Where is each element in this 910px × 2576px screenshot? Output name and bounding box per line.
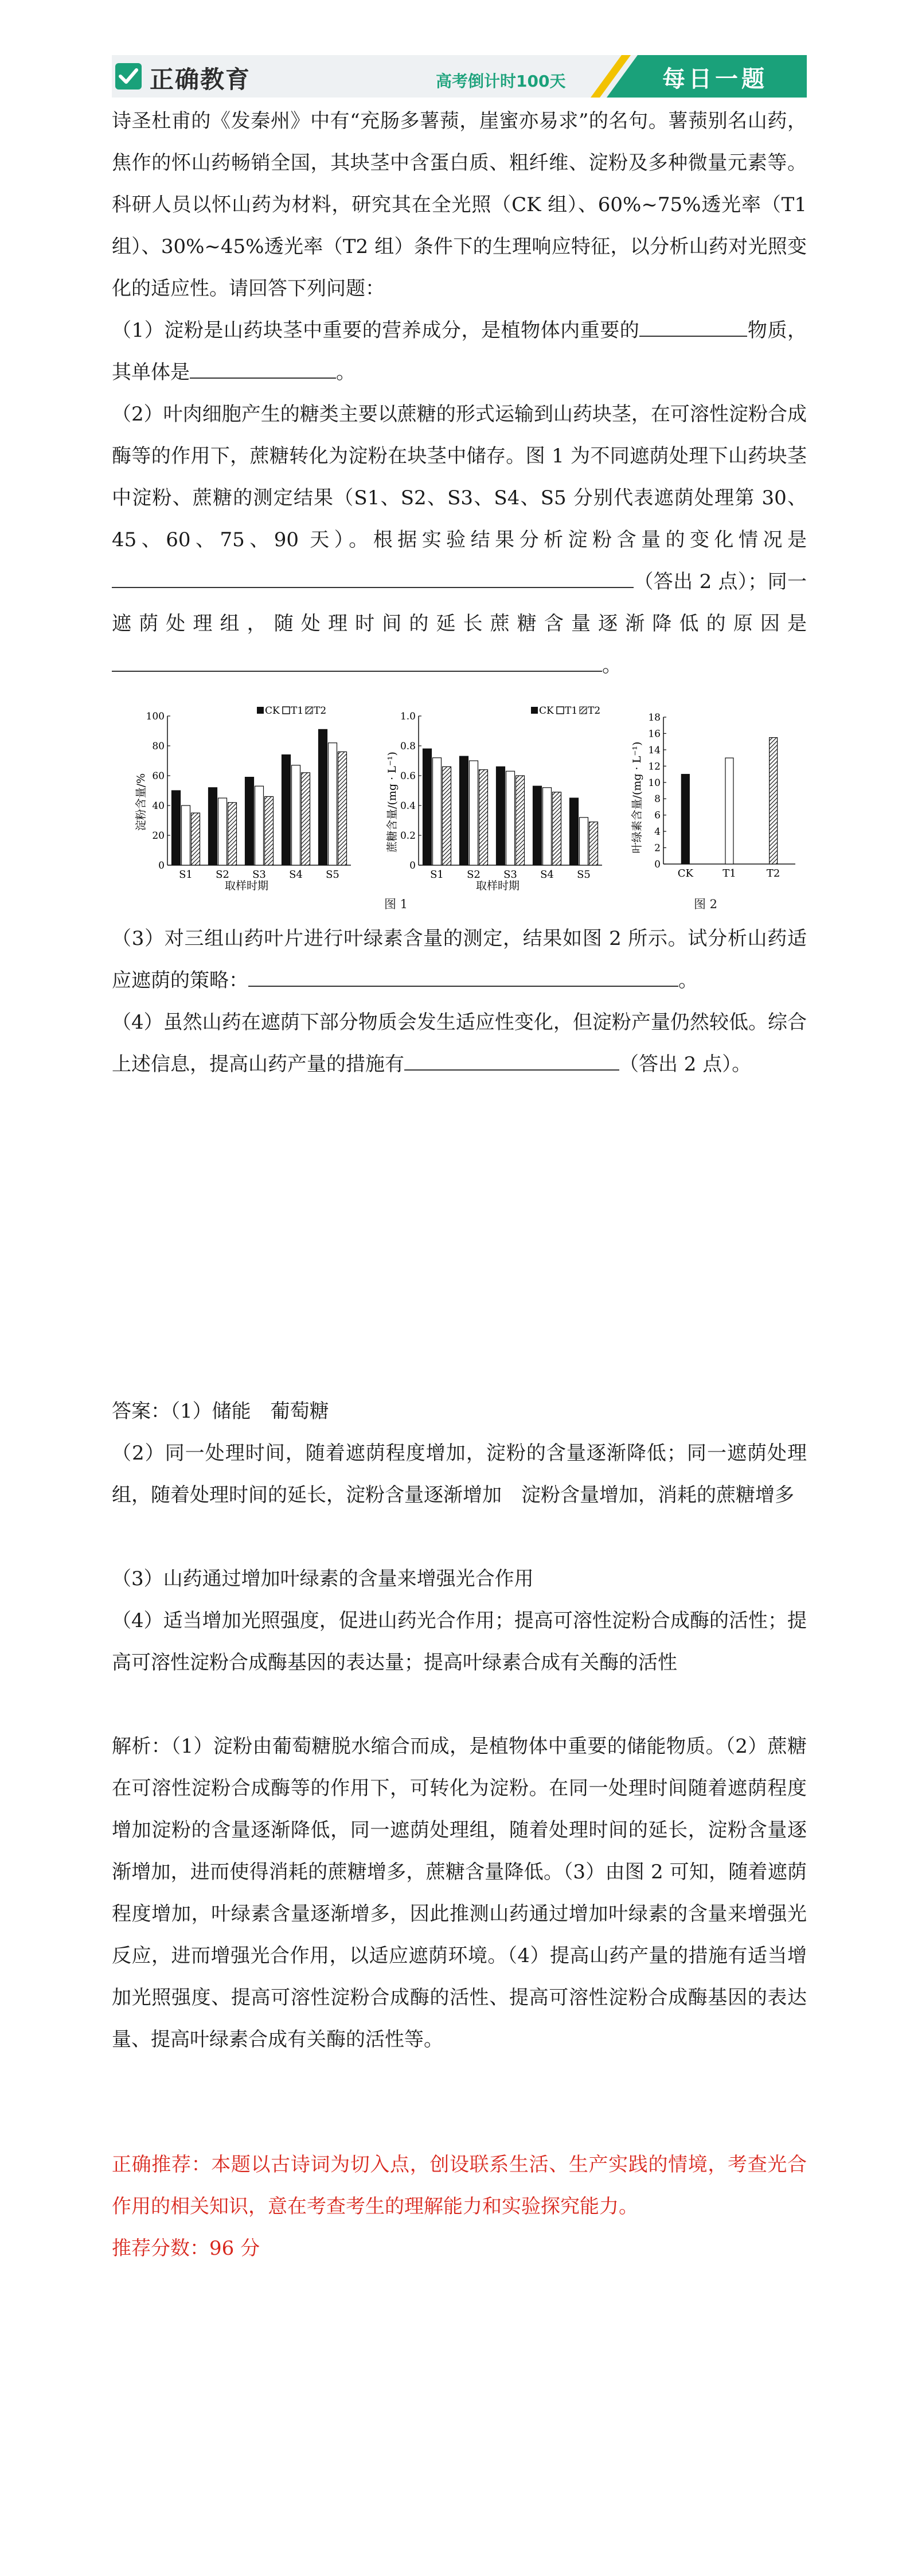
y-tick-label: 0 [158, 860, 165, 871]
daily-question-label: 每日一题 [662, 66, 768, 92]
figure2-caption: 图 2 [694, 897, 718, 911]
bar [681, 775, 689, 864]
y-tick-label: 40 [152, 800, 165, 812]
question-4 [112, 1002, 807, 1085]
y-tick-label: 16 [648, 728, 661, 740]
bar [192, 813, 200, 865]
q3-text-a: （3）对三组山药叶片进行叶绿素含量的测定，结果如图 2 所示。试分析山药适应遮荫的策略： [112, 927, 807, 992]
legend-swatch-ck [531, 707, 538, 714]
x-tick-label: S1 [430, 869, 444, 881]
y-tick-label: 14 [648, 744, 661, 756]
legend-label-ck: CK [539, 705, 554, 717]
bar [182, 806, 190, 865]
header-banner [112, 55, 807, 98]
answer-blank[interactable] [112, 653, 602, 672]
figure1-caption: 图 1 [384, 897, 408, 911]
legend-label-t2: T2 [588, 705, 601, 717]
x-tick-label: S3 [503, 869, 517, 881]
y-tick-label: 0.8 [400, 741, 416, 752]
bar [470, 761, 478, 865]
legend-swatch-ck [257, 707, 264, 714]
figure1b-legend [531, 705, 600, 717]
figure1-ylabel: 淀粉含量/% [135, 773, 147, 831]
bar [218, 798, 227, 865]
bar [580, 818, 588, 865]
brand-name: 正确教育 [150, 65, 251, 94]
recommend-score: 推荐分数：96 分 [112, 2237, 260, 2260]
bar [497, 766, 505, 865]
bar [506, 771, 515, 865]
bar [282, 755, 291, 865]
figure2-chlorophyll-chart [628, 711, 800, 884]
y-tick-label: 80 [152, 741, 165, 752]
answer-3: （3）山药通过增加叶绿素的含量来增强光合作用 [112, 1567, 534, 1590]
y-tick-label: 8 [654, 793, 661, 806]
answer-4: （4）适当增加光照强度，促进山药光合作用；提高可溶性淀粉合成酶的活性；提高可溶性淀粉合成酶基因的表达量；提高叶绿素合成有关酶的活性 [112, 1609, 807, 1674]
answer-2: （2）同一处理时间，随着遮荫程度增加，淀粉的含量逐渐降低；同一遮荫处理组，随着处理时间的延长，淀粉含量逐渐增加 淀粉含量增加，消耗的蔗糖增多 [112, 1442, 807, 1507]
q2-text-c: 。 [602, 654, 622, 677]
figure1-sucrose-chart [383, 705, 612, 894]
answer-blank[interactable] [190, 360, 336, 379]
q1-text-a: （1）淀粉是山药块茎中重要的营养成分，是植物体内重要的 [112, 319, 640, 342]
y-tick-label: 6 [654, 810, 661, 822]
bar [302, 773, 310, 865]
bar [255, 786, 264, 865]
legend-swatch-t1 [283, 707, 290, 714]
question-3 [112, 918, 807, 1002]
y-tick-label: 12 [648, 761, 661, 773]
figure1-starch-chart [132, 705, 361, 894]
y-tick-label: 18 [648, 712, 661, 723]
figure1b-xlabel: 取样时期 [475, 880, 520, 892]
answer-blank[interactable] [248, 968, 678, 987]
x-tick-label: T2 [766, 867, 780, 880]
y-tick-label: 100 [146, 711, 165, 722]
bar [553, 792, 561, 865]
q4-text-b: （答出 2 点）。 [619, 1053, 752, 1076]
figure1b-ylabel: 蔗糖含量/(mg · L⁻¹) [386, 752, 399, 853]
recommend-text: 正确推荐：本题以古诗词为切入点，创设联系生活、生产实践的情境，考查光合作用的相关知识，意在考查考生的理解能力和实验探究能力。 [112, 2153, 807, 2218]
bar [589, 822, 598, 865]
q1-text-b: 物质，其单体是 [112, 319, 807, 384]
legend-label-t1: T1 [291, 705, 304, 717]
bar [460, 756, 468, 865]
bar [533, 786, 542, 865]
bar [725, 758, 733, 864]
x-tick-label: S2 [467, 869, 481, 881]
bar [770, 738, 778, 864]
bar [433, 758, 442, 865]
bar [319, 729, 327, 865]
x-tick-label: S5 [577, 869, 591, 881]
bar [570, 798, 579, 865]
figure2-ylabel: 叶绿素含量/(mg · L⁻¹) [631, 741, 643, 854]
y-tick-label: 20 [152, 830, 165, 842]
question-1 [112, 310, 807, 394]
countdown-text: 高考倒计时100天 [436, 72, 566, 91]
x-tick-label: S5 [326, 869, 339, 881]
y-tick-label: 1.0 [400, 711, 416, 722]
bar [338, 752, 347, 865]
question-2 [112, 394, 807, 687]
x-tick-label: S1 [179, 869, 193, 881]
x-tick-label: T1 [722, 867, 736, 880]
x-tick-label: S3 [252, 869, 266, 881]
bar [329, 743, 337, 865]
answer-blank[interactable] [404, 1052, 619, 1071]
bar [228, 803, 237, 865]
figure1-xlabel: 取样时期 [224, 880, 269, 892]
y-tick-label: 0.2 [400, 830, 416, 842]
y-tick-label: 60 [152, 771, 165, 782]
legend-label-t1: T1 [565, 705, 578, 717]
q3-text-b: 。 [678, 969, 698, 992]
bar [245, 777, 254, 865]
answer-blank[interactable] [639, 318, 747, 337]
legend-swatch-t1 [557, 707, 564, 714]
y-tick-label: 4 [654, 826, 661, 838]
figure1-legend [257, 705, 326, 717]
legend-swatch-t2 [306, 707, 313, 714]
y-tick-label: 0 [409, 860, 416, 871]
legend-label-ck: CK [265, 705, 280, 717]
bar [172, 791, 181, 865]
q2-text-b: （答出 2 点）；同一遮荫处理组，随处理时间的延长蔗糖含量逐渐降低的原因是 [112, 570, 807, 635]
bar [479, 770, 488, 865]
check-logo-icon [115, 63, 142, 90]
q1-text-c: 。 [336, 361, 356, 384]
bar [209, 788, 217, 865]
bar [423, 749, 432, 865]
y-tick-label: 0 [654, 859, 661, 870]
answer-blank[interactable] [112, 570, 634, 588]
bar [443, 766, 451, 865]
answer-1: 答案：（1）储能 葡萄糖 [112, 1400, 329, 1423]
x-tick-label: CK [677, 867, 693, 880]
legend-swatch-t2 [580, 707, 587, 714]
q2-text-a: （2）叶肉细胞产生的糖类主要以蔗糖的形式运输到山药块茎，在可溶性淀粉合成酶等的作用下，蔗糖转化为淀粉在块茎中储存。图 1 为不同遮荫处理下山药块茎中淀粉、蔗糖的测定结果（S1、S2、S3、S4、S5 分别代表遮荫处理第 30、45、60、75、90 天）。根据实验结果分析淀粉含量的变化情况是 [112, 403, 807, 551]
bar [543, 788, 552, 865]
x-tick-label: S2 [216, 869, 229, 881]
x-tick-label: S4 [289, 869, 303, 881]
bar [265, 796, 274, 865]
bar [516, 776, 525, 865]
question-intro: 诗圣杜甫的《发秦州》中有“充肠多薯蓣，崖蜜亦易求”的名句。薯蓣别名山药，焦作的怀山药畅销全国，其块茎中含蛋白质、粗纤维、淀粉及多种微量元素等。科研人员以怀山药为材料，研究其在全光照（CK 组）、60%~75%透光率（T1 组）、30%~45%透光率（T2 组）条件下的生理响应特征，以分析山药对光照变化的适应性。请回答下列问题： [112, 110, 807, 300]
y-tick-label: 0.6 [400, 771, 416, 782]
y-tick-label: 2 [654, 842, 661, 854]
y-tick-label: 10 [648, 777, 661, 789]
analysis: 解析：（1）淀粉由葡萄糖脱水缩合而成，是植物体中重要的储能物质。（2）蔗糖在可溶性淀粉合成酶等的作用下，可转化为淀粉。在同一处理时间随着遮荫程度增加淀粉的含量逐渐降低，同一遮荫处理组，随着处理时间的延长，淀粉含量逐渐增加，进而使得消耗的蔗糖增多，蔗糖含量降低。（3）由图 2 可知，随着遮荫程度增加，叶绿素含量逐渐增多，因此推测山药通过增加叶绿素的含量来增强光反应，进而增强光合作用，以适应遮荫环境。（4）提高山药产量的措施有适当增加光照强度、提高可溶性淀粉合成酶的活性、提高可溶性淀粉合成酶基因的表达量、提高叶绿素合成有关酶的活性等。 [112, 1735, 807, 2051]
bar [292, 765, 300, 865]
y-tick-label: 0.4 [400, 800, 416, 812]
legend-label-t2: T2 [314, 705, 327, 717]
x-tick-label: S4 [540, 869, 554, 881]
q4-text-a: （4）虽然山药在遮荫下部分物质会发生适应性变化，但淀粉产量仍然较低。综合上述信息，提高山药产量的措施有 [112, 1011, 807, 1076]
